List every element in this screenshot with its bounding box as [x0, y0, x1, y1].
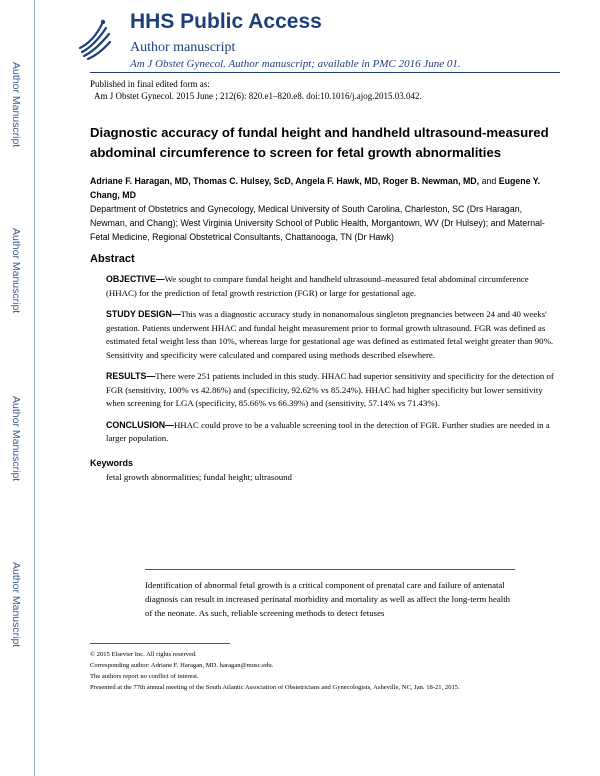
- footnote-divider: [90, 643, 230, 644]
- sidebar-label: Author Manuscript: [10, 62, 22, 148]
- study-design-label: STUDY DESIGN—: [106, 309, 181, 319]
- body-divider: [145, 569, 515, 570]
- objective-label: OBJECTIVE—: [106, 274, 165, 284]
- header-divider: [90, 72, 560, 73]
- article-title: Diagnostic accuracy of fundal height and handheld ultrasound-measured abdominal circumference to screen for fetal growth abnormalities: [90, 125, 549, 160]
- footnote-corresponding: Corresponding author: Adriane F. Haragan, MD. haragan@musc.edu.: [90, 662, 274, 669]
- abstract-conclusion: [90, 419, 560, 446]
- publication-line-2: Am J Obstet Gynecol. 2015 June ; 212(6): 820.e1–820.e8. doi:10.1016/j.ajog.2015.03.042.: [94, 91, 422, 101]
- keywords-text: fetal growth abnormalities; fundal height; ultrasound: [106, 471, 292, 482]
- conclusion-label: CONCLUSION—: [106, 419, 174, 430]
- header-title: HHS Public Access: [130, 10, 322, 33]
- author-names: Adriane F. Haragan, MD, Thomas C. Hulsey, ScD, Angela F. Hawk, MD, Roger B. Newman, MD,: [90, 176, 480, 186]
- results-text: There were 251 patients included in this study. HHAC had superior sensitivity and specificity for the detection of FGR (sensitivity, 100% vs 42.86%) and (specificity, 92.62% vs 85.24%). HHAC had higher specificity but lower sensitivity when screening for LGA (specificity, 85.66% vs 66.39%) and (sensitivity, 57.14% vs 71.43%).: [106, 371, 554, 408]
- publication-line-1: Published in final edited form as:: [90, 79, 210, 89]
- footnote-conflict: The authors report no conflict of interest.: [90, 673, 199, 680]
- keywords-heading: Keywords: [90, 457, 134, 468]
- affiliations: Department of Obstetrics and Gynecology, Medical University of South Carolina, Charleston, SC (Drs Haragan, Newman, and Chang); West Virginia University School of Public Health, Morgantown, WV (Dr Hulsey); and Maternal-Fetal Medicine, Regional Obstetrical Consultants, Chattanooga, TN (Dr Hawk): [90, 204, 545, 242]
- footnotes: [90, 649, 560, 693]
- abstract-results: [90, 370, 560, 411]
- article-content: [90, 123, 560, 482]
- footnote-presented: Presented at the 77th annual meeting of the South Atlantic Association of Obstetricians and Gynecologists, Asheville, NC, Jan. 18-21, 2015.: [90, 684, 460, 691]
- hhs-eagle-logo-icon: [76, 18, 112, 62]
- publication-info: [90, 78, 422, 102]
- footnote-copyright: © 2015 Elsevier Inc. All rights reserved.: [90, 651, 197, 658]
- abstract-heading: Abstract: [90, 253, 135, 265]
- results-label: RESULTS—: [106, 371, 156, 381]
- study-design-text: This was a diagnostic accuracy study in nonanomalous singleton pregnancies between 24 and 40 weeks' gestation. Patients underwent HHAC and fundal height measurement prior to formal growth ultrasound. FGR was defined as estimated fetal weight less than 10%, whereas large for gestational age was defined as estimated fetal weight greater than 90%. Sensitivity and specificity were calculated and compared using methods described elsewhere.: [106, 309, 554, 360]
- author-last: Eugene Y. Chang, MD: [90, 176, 541, 200]
- sidebar-label: Author Manuscript: [10, 396, 22, 482]
- conclusion-text: HHAC could prove to be a valuable screening tool in the detection of FGR. Further studies are needed in a larger population.: [106, 419, 550, 443]
- author-list: [90, 174, 560, 202]
- sidebar-divider: [34, 0, 35, 776]
- abstract-study-design: [90, 308, 560, 362]
- objective-text: We sought to compare fundal height and handheld ultrasound–measured fetal abdominal circumference (HHAC) for the prediction of fetal growth restriction (FGR) or large for gestational age.: [106, 274, 529, 298]
- sidebar-label: Author Manuscript: [10, 562, 22, 648]
- sidebar-label: Author Manuscript: [10, 228, 22, 314]
- header-subtitle: Author manuscript: [130, 40, 236, 55]
- author-and: and: [481, 176, 497, 186]
- abstract-objective: [90, 273, 560, 300]
- intro-paragraph: Identification of abnormal fetal growth is a critical component of prenatal care and failure of antenatal diagnosis can result in increased perinatal morbidity and mortality as well as affect the long-term health of the neonate. As such, reliable screening methods to detect fetuses: [145, 580, 511, 618]
- header-journal-line: Am J Obstet Gynecol. Author manuscript; available in PMC 2016 June 01.: [130, 58, 461, 70]
